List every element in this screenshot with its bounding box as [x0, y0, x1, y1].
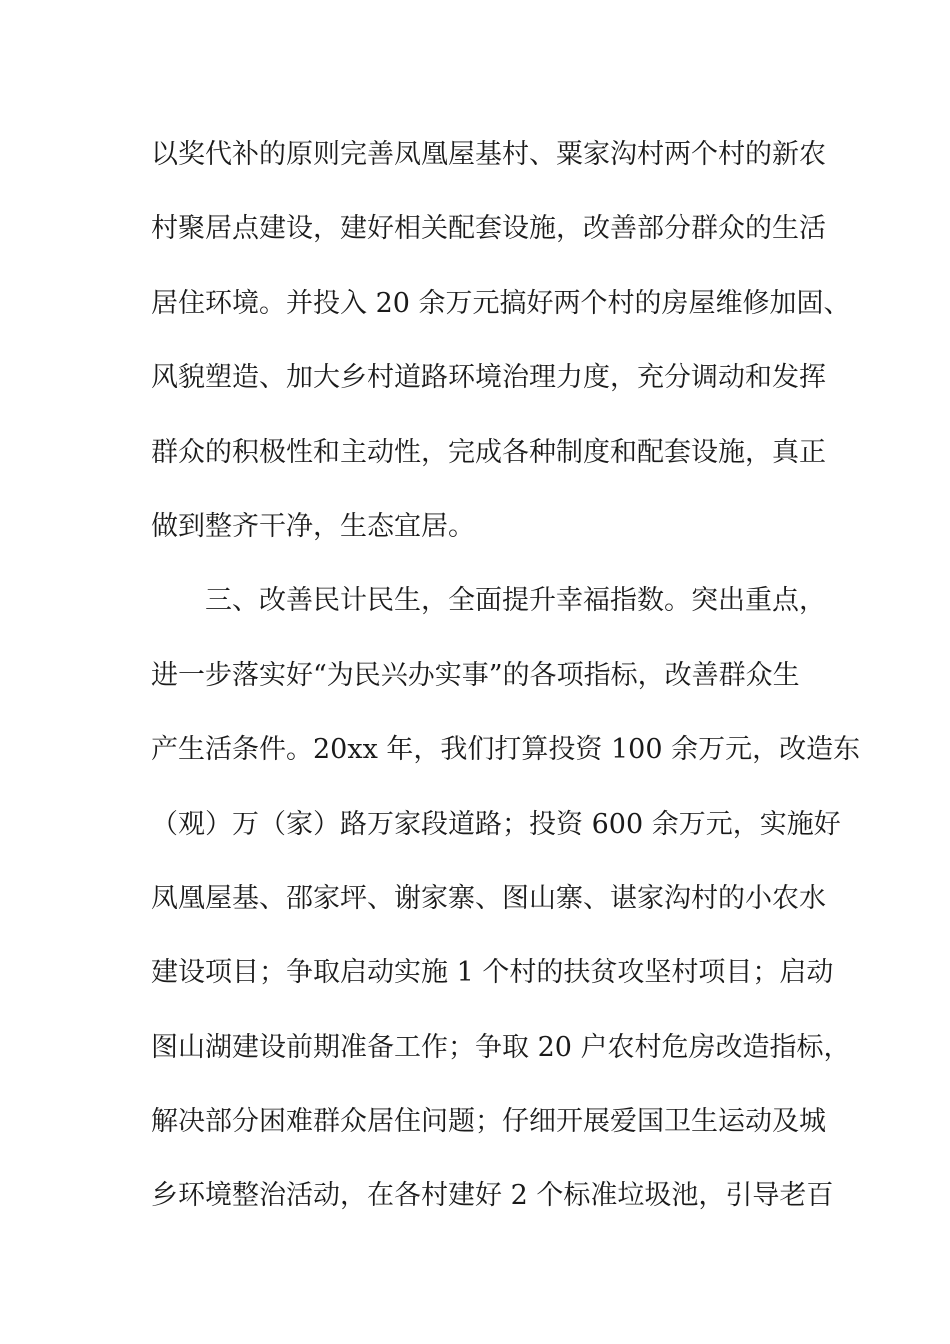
text-line: 风貌塑造、加大乡村道路环境治理力度，充分调动和发挥 — [151, 362, 826, 394]
text-line: 以奖代补的原则完善凤凰屋基村、粟家沟村两个村的新农 — [151, 139, 826, 170]
text-line: 进一步落实好“为民兴办实事”的各项指标，改善群众生 — [151, 659, 800, 691]
body-text — [151, 118, 861, 1234]
text-line: 建设项目；争取启动实施 1 个村的扶贫攻坚村项目；启动 — [151, 957, 834, 989]
text-line: 产生活条件。20xx 年，我们打算投资 100 余万元，改造东 — [151, 734, 861, 766]
text-line: 图山湖建设前期准备工作；争取 20 户农村危房改造指标， — [151, 1031, 851, 1063]
text-line: 凤凰屋基、邵家坪、谢家寨、图山寨、谌家沟村的小农水 — [151, 882, 826, 914]
section-heading-line: 三、改善民计民生，全面提升幸福指数。突出重点， — [205, 585, 826, 617]
text-line: （观）万（家）路万家段道路；投资 600 余万元，实施好 — [151, 808, 841, 840]
text-line: 居住环境。并投入 20 余万元搞好两个村的房屋维修加固、 — [151, 287, 851, 319]
text-line: 村聚居点建设，建好相关配套设施，改善部分群众的生活 — [151, 213, 826, 245]
text-line: 乡环境整治活动，在各村建好 2 个标准垃圾池，引导老百 — [151, 1180, 834, 1212]
text-line: 解决部分困难群众居住问题；仔细开展爱国卫生运动及城 — [151, 1106, 826, 1138]
text-line: 群众的积极性和主动性，完成各种制度和配套设施，真正 — [151, 436, 826, 468]
text-line: 做到整齐干净，生态宜居。 — [151, 510, 475, 542]
